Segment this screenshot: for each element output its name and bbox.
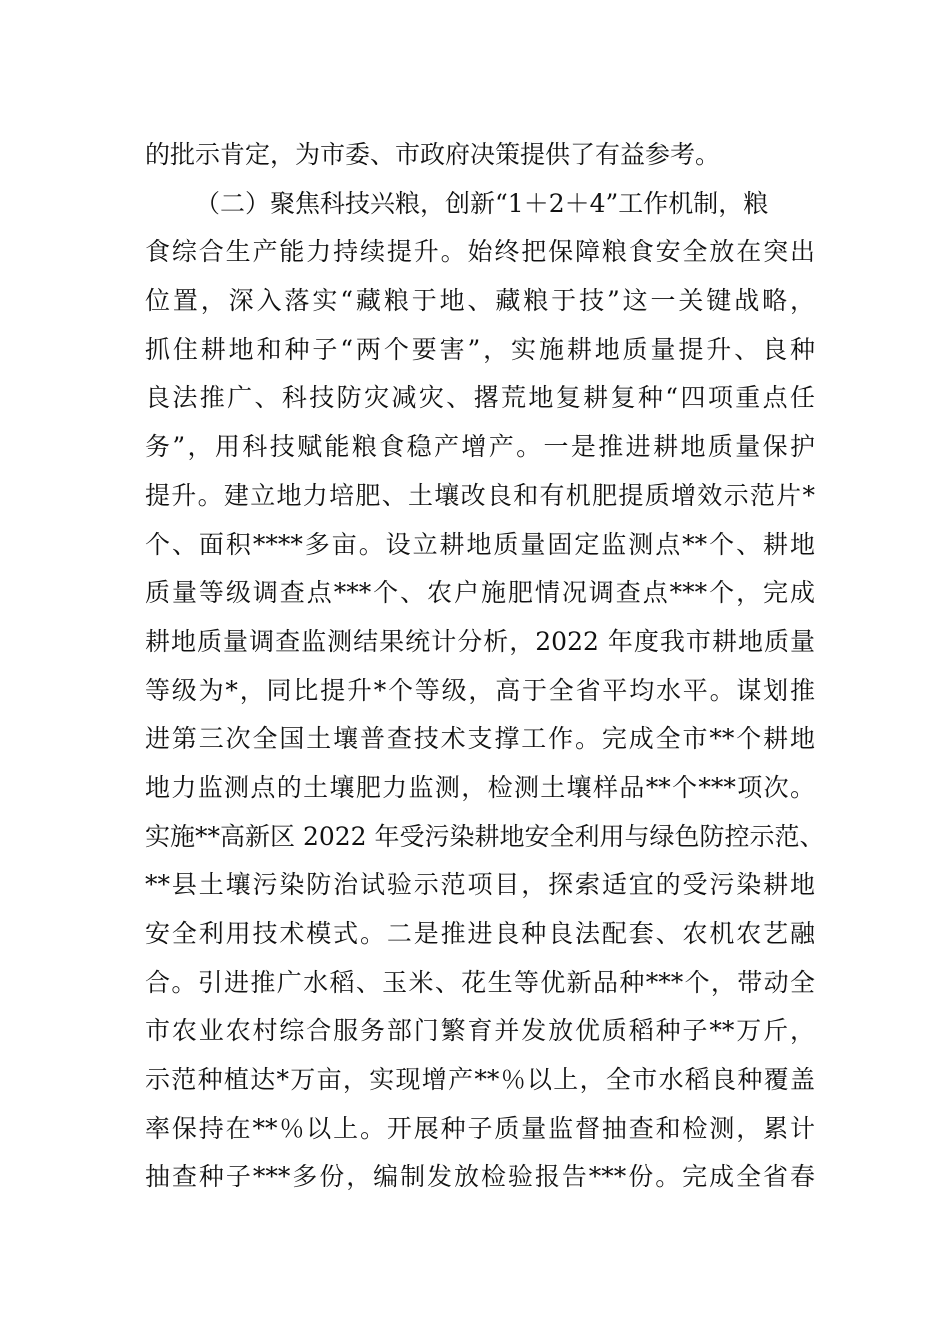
- paragraph-line: 食综合生产能力持续提升。始终把保障粮食安全放在突出: [145, 237, 815, 267]
- paragraph-line: **县土壤污染防治试验示范项目，探索适宜的受污染耕地: [145, 870, 815, 900]
- paragraph-line: 率保持在**％以上。开展种子质量监督抽查和检测，累计: [145, 1113, 815, 1143]
- paragraph-line: （二）聚焦科技兴粮，创新“1＋2＋4”工作机制，粮: [195, 188, 769, 218]
- paragraph-line: 地力监测点的土壤肥力监测，检测土壤样品**个***项次。: [145, 772, 815, 802]
- body-text: [145, 131, 825, 1202]
- paragraph-line: 良法推广、科技防灾减灾、撂荒地复耕复种“四项重点任: [145, 383, 815, 413]
- paragraph-line: 安全利用技术模式。二是推进良种良法配套、农机农艺融: [145, 919, 815, 948]
- paragraph-line: 市农业农村综合服务部门繁育并发放优质稻种子**万斤，: [145, 1016, 815, 1046]
- paragraph-line: 耕地质量调查监测结果统计分析，2022 年度我市耕地质量: [145, 626, 815, 656]
- paragraph-line: 合。引进推广水稻、玉米、花生等优新品种***个，带动全: [145, 967, 815, 997]
- paragraph-line: 抓住耕地和种子“两个要害”，实施耕地质量提升、良种: [145, 334, 815, 364]
- paragraph-line: 等级为*，同比提升*个等级，高于全省平均水平。谋划推: [145, 675, 815, 705]
- paragraph-line: 抽查种子***多份，编制发放检验报告***份。完成全省春: [145, 1162, 815, 1192]
- paragraph-line: 的批示肯定，为市委、市政府决策提供了有益参考。: [145, 140, 721, 169]
- paragraph-line: 实施**高新区 2022 年受污染耕地安全利用与绿色防控示范、: [145, 821, 825, 851]
- paragraph-line: 务”，用科技赋能粮食稳产增产。一是推进耕地质量保护: [145, 432, 815, 462]
- paragraph-line: 示范种植达*万亩，实现增产**％以上，全市水稻良种覆盖: [145, 1065, 815, 1095]
- paragraph-line: 进第三次全国土壤普查技术支撑工作。完成全市**个耕地: [145, 724, 815, 754]
- paragraph-line: 个、面积****多亩。设立耕地质量固定监测点**个、耕地: [145, 529, 815, 559]
- paragraph-line: 质量等级调查点***个、农户施肥情况调查点***个，完成: [145, 578, 815, 608]
- paragraph-line: 提升。建立地力培肥、土壤改良和有机肥提质增效示范片*: [145, 480, 815, 510]
- paragraph-line: 位置，深入落实“藏粮于地、藏粮于技”这一关键战略，: [145, 286, 815, 316]
